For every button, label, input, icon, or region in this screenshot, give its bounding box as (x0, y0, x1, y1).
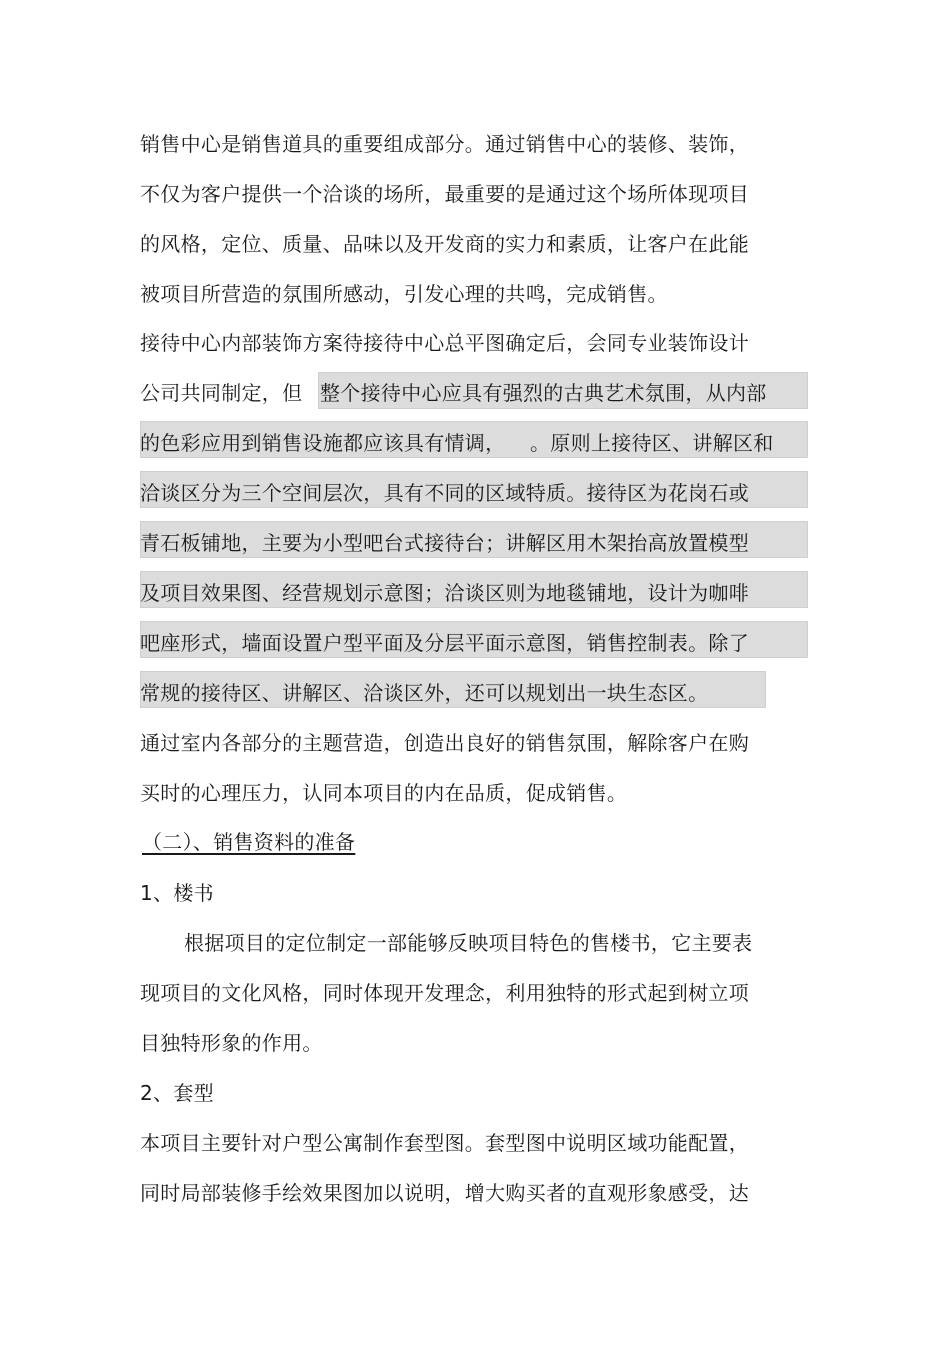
text-line-highlighted: 的色彩应用到销售设施都应该具有情调， (140, 431, 506, 455)
text-line: 同时局部装修手绘效果图加以说明，增大购买者的直观形象感受，达 (140, 1181, 749, 1205)
item-heading: 1、楼书 (140, 881, 214, 905)
text-line: 根据项目的定位制定一部能够反映项目特色的售楼书，它主要表 (184, 931, 753, 955)
text-line-highlighted: 整个接待中心应具有强烈的古典艺术氛围，从内部 (320, 381, 767, 405)
text-line-highlighted: 洽谈区分为三个空间层次，具有不同的区域特质。接待区为花岗石或 (140, 481, 749, 505)
text-line-highlighted: 吧座形式，墙面设置户型平面及分层平面示意图，销售控制表。除了 (140, 631, 749, 655)
section-heading: （二）、销售资料的准备 (142, 830, 356, 854)
text-line: 买时的心理压力，认同本项目的内在品质，促成销售。 (140, 781, 628, 805)
item-heading: 2、套型 (140, 1081, 214, 1105)
text-line: 现项目的文化风格，同时体现开发理念，利用独特的形式起到树立项 (140, 981, 749, 1005)
text-line: 目独特形象的作用。 (140, 1031, 323, 1055)
text-line: 本项目主要针对户型公寓制作套型图。套型图中说明区域功能配置， (140, 1131, 749, 1155)
text-line: 公司共同制定，但 (140, 381, 303, 405)
text-line: 被项目所营造的氛围所感动，引发心理的共鸣，完成销售。 (140, 282, 668, 306)
text-line-highlighted: 及项目效果图、经营规划示意图；洽谈区则为地毯铺地，设计为咖啡 (140, 581, 749, 605)
text-line: 不仅为客户提供一个洽谈的场所，最重要的是通过这个场所体现项目 (140, 182, 749, 206)
text-line: 通过室内各部分的主题营造，创造出良好的销售氛围，解除客户在购 (140, 731, 749, 755)
text-line-highlighted: 。原则上接待区、讲解区和 (530, 431, 774, 455)
text-line-highlighted: 青石板铺地，主要为小型吧台式接待台；讲解区用木架抬高放置模型 (140, 531, 749, 555)
text-line: 的风格，定位、质量、品味以及开发商的实力和素质，让客户在此能 (140, 232, 749, 256)
text-line: 销售中心是销售道具的重要组成部分。通过销售中心的装修、装饰， (140, 132, 749, 156)
text-line-highlighted: 常规的接待区、讲解区、洽谈区外，还可以规划出一块生态区。 (140, 681, 709, 705)
text-line: 接待中心内部装饰方案待接待中心总平图确定后，会同专业装饰设计 (140, 331, 749, 355)
